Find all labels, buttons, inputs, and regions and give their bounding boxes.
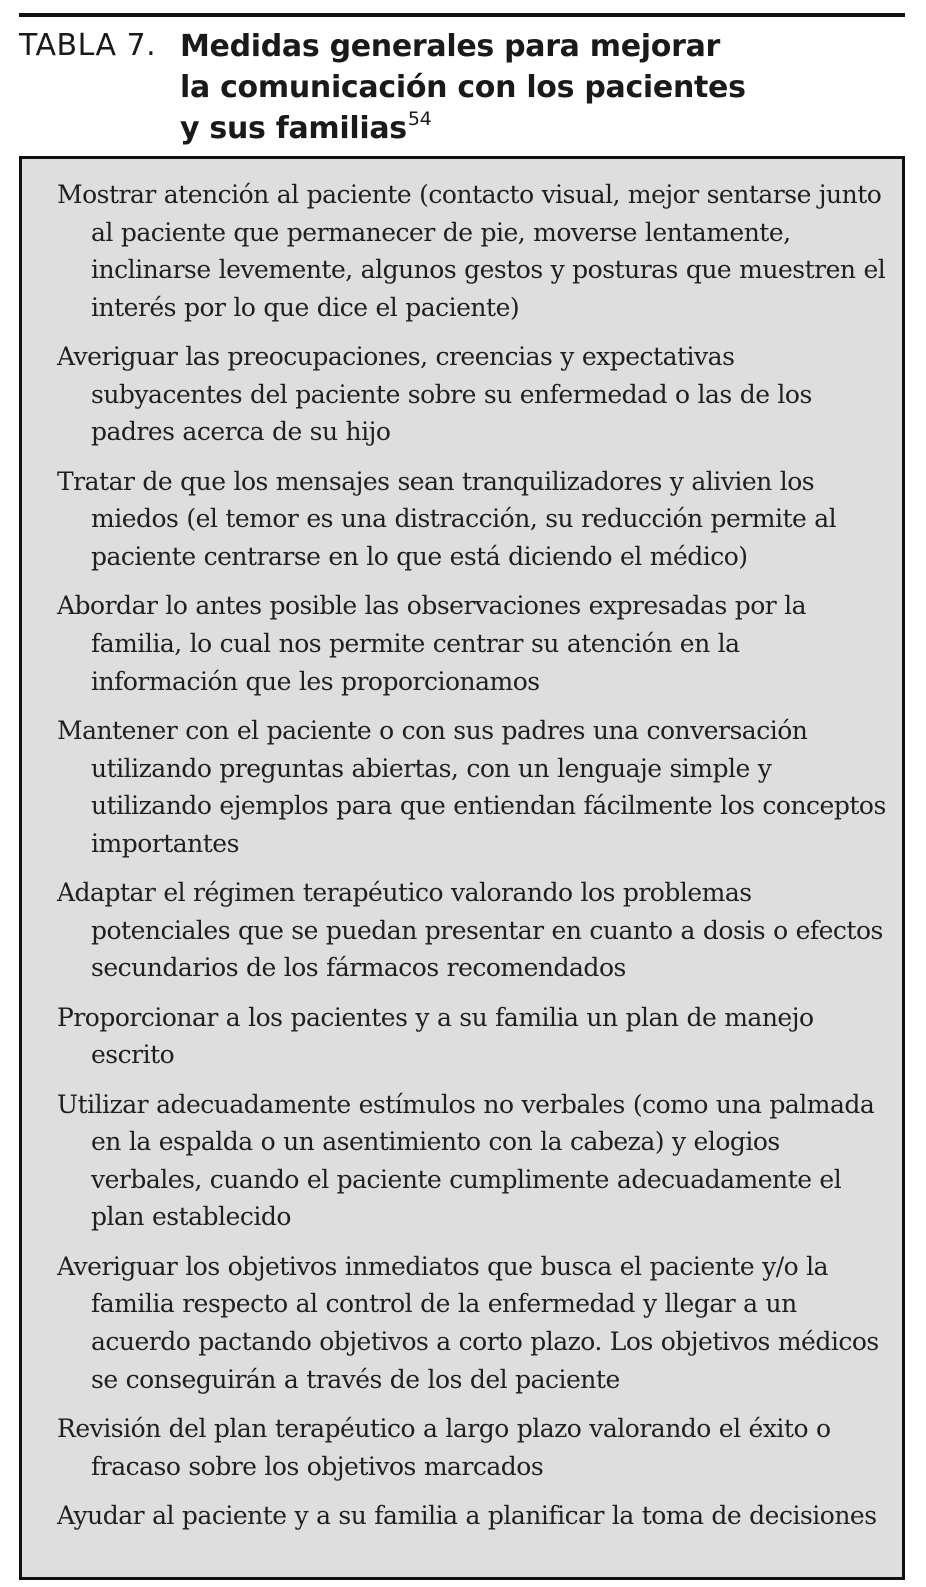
table-header <box>19 26 905 156</box>
top-rule <box>19 13 905 17</box>
list-item: Revisión del plan terapéutico a largo plazo valorando el éxito o fracaso sobre los objetivos marcados <box>57 1413 831 1481</box>
list-item: Ayudar al paciente y a su familia a planificar la toma de decisiones <box>57 1500 877 1530</box>
table-content-box <box>19 156 905 1580</box>
measures-list <box>57 176 887 1546</box>
list-item: Adaptar el régimen terapéutico valorando los problemas potenciales que se puedan presentar en cuanto a dosis o efectos secundarios de los fármacos recomendados <box>57 878 883 983</box>
list-item: Proporcionar a los pacientes y a su familia un plan de manejo escrito <box>57 1002 814 1070</box>
list-item: Mostrar atención al paciente (contacto visual, mejor sentarse junto al paciente que permanecer de pie, moverse lentamente, inclinarse levemente, algunos gestos y posturas que muestren el interés por lo que dice el paciente) <box>57 180 886 322</box>
reference-superscript: 54 <box>407 108 432 130</box>
list-item: Averiguar los objetivos inmediatos que busca el paciente y/o la familia respecto al control de la enfermedad y llegar a un acuerdo pactando objetivos a corto plazo. Los objetivos médicos se conseguirán a través de los del paciente <box>57 1251 879 1394</box>
table-title <box>180 26 880 149</box>
list-item: Utilizar adecuadamente estímulos no verbales (como una palmada en la espalda o un asentimiento con la cabeza) y elogios verbales, cuando el paciente cumplimente adecuadamente el plan establecido <box>57 1089 875 1232</box>
table-title-line-3 <box>180 108 880 149</box>
list-item: Mantener con el paciente o con sus padres una conversación utilizando preguntas abiertas, con un lenguaje simple y utilizando ejemplos para que entiendan fácilmente los conceptos importantes <box>57 715 886 858</box>
list-item: Tratar de que los mensajes sean tranquilizadores y alivien los miedos (el temor es una distracción, su reducción permite al paciente centrarse en lo que está diciendo el médico) <box>57 466 837 571</box>
table-title-line-2: la comunicación con los pacientes <box>180 70 746 105</box>
table-title-line-1: Medidas generales para mejorar <box>180 29 721 64</box>
list-item: Averiguar las preocupaciones, creencias y expectativas subyacentes del paciente sobre su enfermedad o las de los padres acerca de su hijo <box>57 342 812 447</box>
table-title-line-3-text: y sus familias <box>180 111 407 146</box>
table-number-label: TABLA 7. <box>19 28 157 63</box>
list-item: Abordar lo antes posible las observaciones expresadas por la familia, lo cual nos permite centrar su atención en la información que les proporcionamos <box>57 591 807 696</box>
